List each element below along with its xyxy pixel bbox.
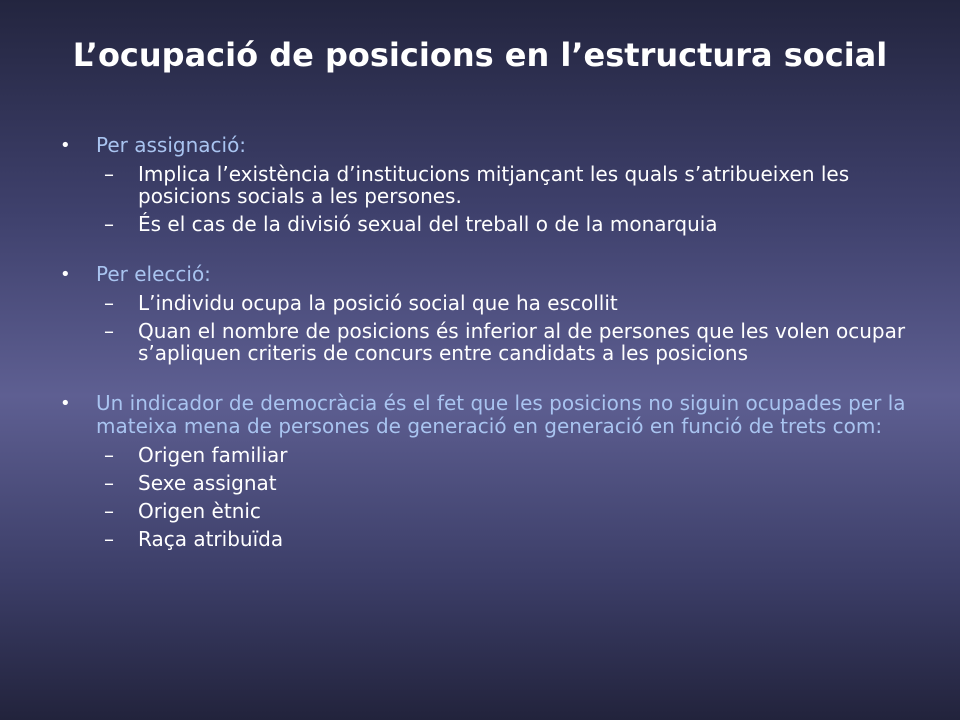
sub-item-text: És el cas de la divisió sexual del treball o de la monarquia <box>138 212 718 236</box>
bullet-icon: • <box>60 264 71 285</box>
bullet-item <box>58 392 918 438</box>
sub-item <box>58 320 918 364</box>
sub-item <box>58 292 918 314</box>
bullet-group-democracia <box>58 392 918 550</box>
sub-item <box>58 213 918 235</box>
sub-item-text: Sexe assignat <box>138 471 277 495</box>
sub-item <box>58 444 918 466</box>
sub-item-text: Raça atribuïda <box>138 527 284 551</box>
dash-icon: – <box>104 291 114 315</box>
bullet-item <box>58 263 918 286</box>
dash-icon: – <box>104 443 114 467</box>
dash-icon: – <box>104 162 114 186</box>
slide-content <box>58 134 918 550</box>
sub-item-text: L’individu ocupa la posició social que ha escollit <box>138 291 618 315</box>
sub-item-text: Origen familiar <box>138 443 288 467</box>
bullet-heading: Un indicador de democràcia és el fet que les posicions no siguin ocupades per la mateixa mena de persones de generació en generació en funció de trets com: <box>96 391 906 438</box>
bullet-group-eleccio <box>58 263 918 364</box>
dash-icon: – <box>104 499 114 523</box>
bullet-icon: • <box>60 135 71 156</box>
bullet-heading: Per assignació: <box>96 133 247 157</box>
dash-icon: – <box>104 319 114 343</box>
dash-icon: – <box>104 471 114 495</box>
sub-item-text: Implica l’existència d’institucions mitjançant les quals s’atribueixen les posicions socials a les persones. <box>138 162 850 208</box>
sub-item <box>58 163 918 207</box>
slide-title: L’ocupació de posicions en l’estructura social <box>72 36 888 74</box>
bullet-group-assignacio <box>58 134 918 235</box>
sub-item-text: Origen ètnic <box>138 499 261 523</box>
dash-icon: – <box>104 212 114 236</box>
sub-item <box>58 472 918 494</box>
sub-item-text: Quan el nombre de posicions és inferior al de persones que les volen ocupar s’apliquen criteris de concurs entre candidats a les posicions <box>138 319 906 365</box>
bullet-item <box>58 134 918 157</box>
bullet-heading: Per elecció: <box>96 262 211 286</box>
bullet-icon: • <box>60 393 71 414</box>
sub-item <box>58 500 918 522</box>
dash-icon: – <box>104 527 114 551</box>
sub-item <box>58 528 918 550</box>
